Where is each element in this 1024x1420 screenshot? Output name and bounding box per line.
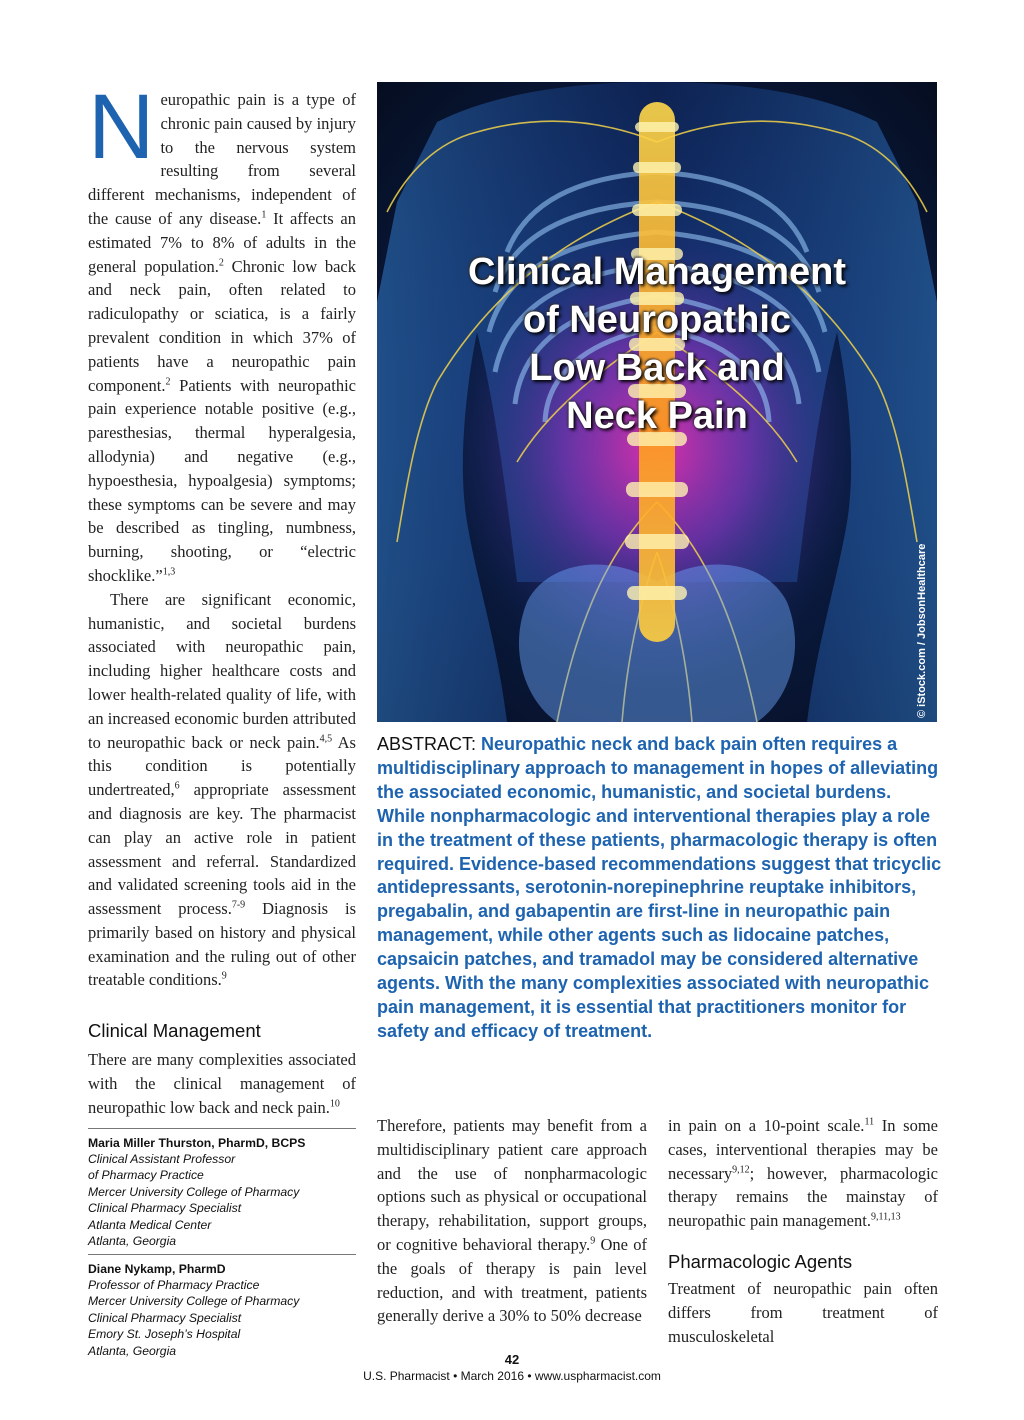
- intro-paragraph-2: There are significant economic, humanistic, and societal burdens associated with neuropathic pain, including higher healthcare costs and lower health-related quality of life, with an increased economic burden attributed to neuropathic back or neck pain.$^{4,5}$ As this condition is potentially undertreated,$^6$ appropriate assessment and diagnosis are key. The pharmacist can play an active role in patient assessment and referral. Standardized and validated screening tools aid in the assessment process.$^{7-9}$ Diagnosis is primarily based on history and physical examination and the ruling out of other treatable conditions.$^9$: [88, 589, 356, 990]
- drop-cap: N: [88, 76, 155, 178]
- author-affiliation: Emory St. Joseph’s Hospital: [88, 1327, 241, 1342]
- right-column: [668, 1114, 938, 1348]
- author-affiliation: Professor of Pharmacy Practice: [88, 1277, 260, 1292]
- body-paragraph: Treatment of neuropathic pain often differs from treatment of musculoskeletal: [668, 1278, 938, 1346]
- author-affiliation: Atlanta, Georgia: [88, 1234, 177, 1249]
- abstract: [377, 733, 942, 1044]
- page-number: 42: [504, 1352, 520, 1367]
- author-name: Maria Miller Thurston, PharmD, BCPS: [88, 1135, 306, 1150]
- hero-image: [377, 82, 937, 722]
- author-info-2: [88, 1254, 356, 1359]
- pharmacologic-agents-heading: Pharmacologic Agents: [668, 1250, 853, 1272]
- intro-paragraph-1: Neuropathic pain is a type of chronic pain caused by injury to the nervous system resulting from several different mechanisms, independent of the cause of any disease.$^1$ It affects an estimated 7% to 8% of adults in the general population.$^2$ Chronic low back and neck pain, often related to radiculopathy or sciatica, is a fairly prevalent condition in which 37% of patients have a neuropathic pain component.$^2$ Patients with neuropathic pain experience notable positive (e.g., paresthesias, thermal hyperalgesia, allodynia) and negative (e.g., hypoesthesia, hypoalgesia) symptoms; these symptoms can be severe and may be described as tingling, numbness, burning, shooting, or “electric shocklike.”$^{1,3}$: [88, 76, 357, 585]
- author-affiliation: Clinical Assistant Professor: [88, 1152, 236, 1167]
- left-column: [88, 76, 357, 1359]
- author-name: Diane Nykamp, PharmD: [88, 1261, 226, 1276]
- article-title: Clinical Management of Neuropathic Low Back and Neck Pain: [468, 251, 846, 437]
- author-affiliation: of Pharmacy Practice: [88, 1168, 204, 1183]
- author-info-1: [88, 1128, 356, 1250]
- author-affiliation: Atlanta, Georgia: [88, 1343, 177, 1358]
- author-affiliation: Atlanta Medical Center: [88, 1217, 212, 1232]
- abstract-label: ABSTRACT:: [377, 734, 477, 754]
- body-paragraph: Therefore, patients may benefit from a multidisciplinary patient care approach and the use of nonpharmacologic options such as physical or occupational therapy, rehabilitation, support groups, or cognitive behavioral therapy.$^9$ One of the goals of therapy is pain level reduction, and with treatment, patients generally derive a 30% to 50% decrease: [377, 1116, 648, 1326]
- photo-credit: © iStock.com / JobsonHealthcare: [916, 543, 928, 718]
- page-footer: [0, 1352, 1024, 1383]
- author-affiliation: Clinical Pharmacy Specialist: [88, 1310, 242, 1325]
- author-affiliation: Mercer University College of Pharmacy: [88, 1184, 300, 1199]
- middle-column: [377, 1114, 647, 1328]
- author-affiliation: Clinical Pharmacy Specialist: [88, 1201, 242, 1216]
- clinical-management-paragraph: There are many complexities associated with the clinical management of neuropathic low back and neck pain.$^{10}$: [88, 1050, 356, 1117]
- clinical-management-heading: Clinical Management: [88, 1020, 261, 1042]
- author-affiliation: Mercer University College of Pharmacy: [88, 1294, 300, 1309]
- body-paragraph: in pain on a 10-point scale.$^{11}$ In some cases, interventional therapies may be necessary$^{9,12}$; however, pharmacologic therapy remains the mainstay of neuropathic pain management.$^{9,11,13}$: [668, 1116, 938, 1231]
- abstract-text: Neuropathic neck and back pain often requires a multidisciplinary approach to management in hopes of alleviating the associated economic, humanistic, and societal burdens. While nonpharmacologic and interventional therapies play a role in the treatment of these patients, pharmacologic therapy is often required. Evidence-based recommendations suggest that tricyclic antidepressants, serotonin-norepinephrine reuptake inhibitors, pregabalin, and gabapentin are first-line in neuropathic pain management, while other agents such as lidocaine patches, capsaicin patches, and tramadol may be considered alternative agents. With the many complexities associated with neuropathic pain management, it is essential that practitioners monitor for safety and efficacy of treatment.: [377, 734, 942, 1041]
- publication-info: U.S. Pharmacist • March 2016 • www.uspharmacist.com: [363, 1369, 661, 1383]
